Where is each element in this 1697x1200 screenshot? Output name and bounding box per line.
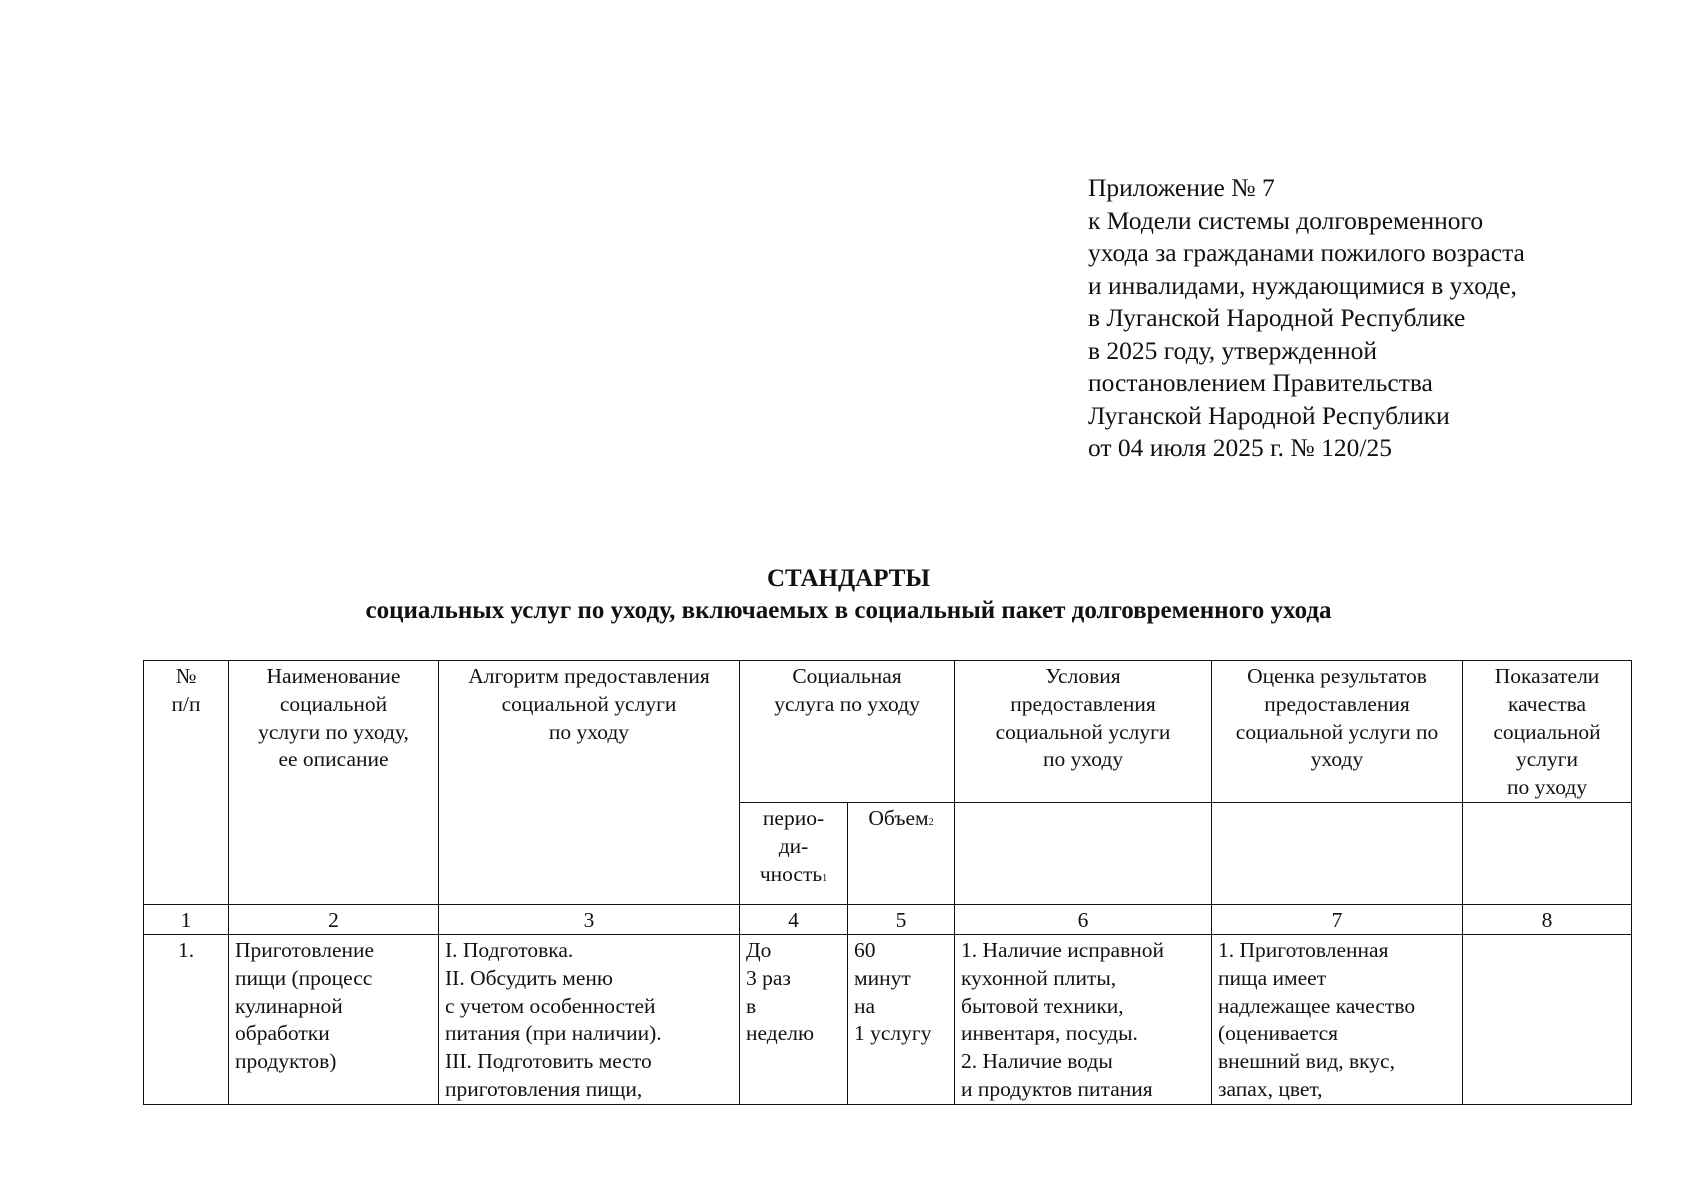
row-periodicity: До 3 раз в неделю [740,934,848,1104]
appendix-block [1088,172,1525,465]
appendix-line: постановлением Правительства [1088,368,1433,397]
row-volume: 60 минут на 1 услугу [848,934,955,1104]
empty-cell [955,802,1212,904]
empty-cell [1212,802,1463,904]
column-number: 4 [740,904,848,934]
column-number: 2 [229,904,439,934]
document-title: СТАНДАРТЫ [766,565,931,592]
empty-cell [1463,802,1632,904]
footnote-marker: 1 [822,872,828,884]
row-num: 1. [144,934,229,1104]
header-periodicity-cell [740,802,848,904]
row-algorithm: I. Подготовка. II. Обсудить меню с учетом особенностей питания (при наличии). III. Подготовить место приготовления пищи, [439,934,740,1104]
row-service-name: Приготовление пищи (процесс кулинарной обработки продуктов) [229,934,439,1104]
standards-table [143,660,1632,1105]
column-number: 5 [848,904,955,934]
header-algorithm: Алгоритм предоставления социальной услуги по уходу [439,661,740,905]
appendix-line: Приложение № 7 [1088,173,1275,202]
header-num: № п/п [144,661,229,905]
column-number: 8 [1463,904,1632,934]
row-conditions: 1. Наличие исправной кухонной плиты, бытовой техники, инвентаря, посуды. 2. Наличие воды и продуктов питания [955,934,1212,1104]
header-periodicity: перио- ди- чность [759,805,825,886]
column-number: 1 [144,904,229,934]
appendix-line: к Модели системы долговременного [1088,205,1484,235]
header-evaluation: Оценка результатов предоставления социальной услуги по уходу [1212,661,1463,803]
appendix-line: в 2025 году, утвержденной [1088,335,1378,365]
header-conditions: Условия предоставления социальной услуги по уходу [955,661,1212,803]
appendix-line: в Луганской Народной Республике [1088,303,1466,332]
appendix-line: ухода за гражданами пожилого возраста [1088,238,1525,267]
table-row [144,934,1632,1104]
column-number: 6 [955,904,1212,934]
column-number-row [144,904,1632,934]
row-evaluation: 1. Приготовленная пища имеет надлежащее качество (оценивается внешний вид, вкус, запах, цвет, [1212,934,1463,1104]
header-service-name: Наименование социальной услуги по уходу, ее описание [229,661,439,905]
document-subtitle: социальных услуг по уходу, включаемых в социальный пакет долговременного ухода [365,597,1332,624]
footnote-marker: 2 [928,816,934,828]
column-number: 3 [439,904,740,934]
appendix-line: Луганской Народной Республики [1088,400,1450,430]
header-quality: Показатели качества социальной услуги по уходу [1463,661,1632,803]
row-quality [1463,934,1632,1104]
header-volume: Объем [868,805,929,830]
appendix-line: от 04 июля 2025 г. № 120/25 [1088,433,1392,462]
header-volume-cell [848,802,955,904]
column-number: 7 [1212,904,1463,934]
header-social-service: Социальная услуга по уходу [740,661,955,803]
appendix-line: и инвалидами, нуждающимися в уходе, [1088,270,1517,300]
